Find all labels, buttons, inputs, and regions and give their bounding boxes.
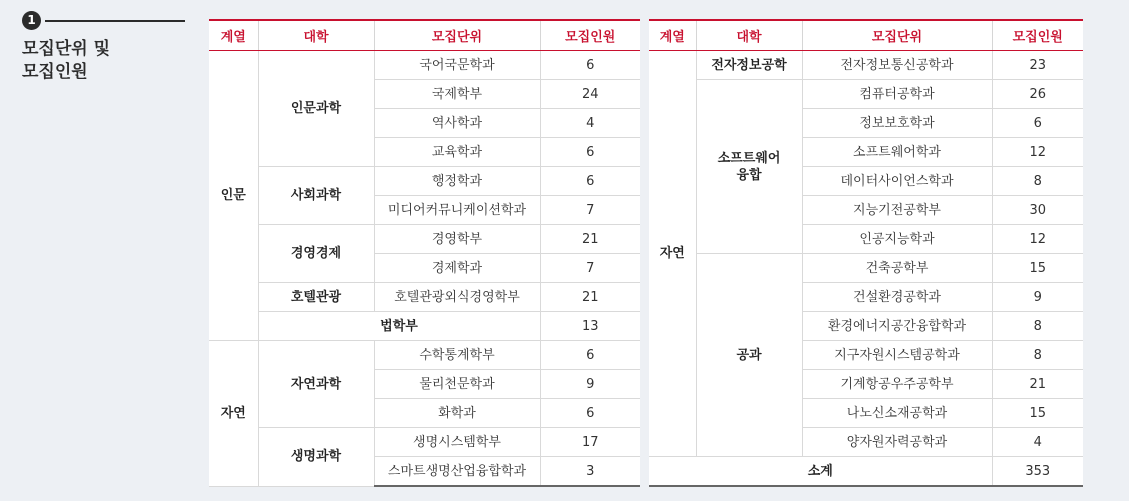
section-number-badge: 1 (22, 11, 41, 30)
table-row (209, 428, 640, 457)
unit-cell: 정보보호학과 (802, 109, 992, 138)
count-cell: 9 (992, 283, 1083, 312)
unit-cell: 화학과 (374, 399, 540, 428)
table-row (209, 283, 640, 312)
unit-cell: 생명시스템학부 (374, 428, 540, 457)
col-univ: 대학 (258, 20, 374, 51)
subtotal-row (649, 457, 1083, 487)
unit-cell: 경영학부 (374, 225, 540, 254)
unit-cell: 경제학과 (374, 254, 540, 283)
count-cell: 21 (540, 225, 640, 254)
unit-cell: 호텔관광외식경영학부 (374, 283, 540, 312)
unit-cell: 국제학부 (374, 80, 540, 109)
field-cell: 자연 (649, 51, 696, 457)
unit-cell: 환경에너지공간융합학과 (802, 312, 992, 341)
field-cell: 인문 (209, 51, 258, 341)
unit-cell: 건축공학부 (802, 254, 992, 283)
count-cell: 3 (540, 457, 640, 487)
count-cell: 7 (540, 196, 640, 225)
col-field: 계열 (649, 20, 696, 51)
count-cell: 6 (540, 399, 640, 428)
header-rule (45, 20, 185, 22)
unit-cell: 지구자원시스템공학과 (802, 341, 992, 370)
table-header-row (209, 20, 640, 51)
table-row (209, 341, 640, 370)
field-cell: 자연 (209, 341, 258, 487)
college-cell (696, 80, 802, 254)
count-cell: 6 (540, 341, 640, 370)
count-cell: 8 (992, 341, 1083, 370)
unit-cell: 컴퓨터공학과 (802, 80, 992, 109)
count-cell: 6 (540, 51, 640, 80)
count-cell: 4 (540, 109, 640, 138)
count-cell: 13 (540, 312, 640, 341)
college-cell: 자연과학 (258, 341, 374, 428)
unit-cell: 지능기전공학부 (802, 196, 992, 225)
college-cell: 공과 (696, 254, 802, 457)
unit-cell: 양자원자력공학과 (802, 428, 992, 457)
college-cell: 사회과학 (258, 167, 374, 225)
table-header-row (649, 20, 1083, 51)
unit-cell: 인공지능학과 (802, 225, 992, 254)
section-header (22, 10, 192, 84)
college-cell: 인문과학 (258, 51, 374, 167)
unit-cell: 미디어커뮤니케이션학과 (374, 196, 540, 225)
college-cell: 경영경제 (258, 225, 374, 283)
col-unit: 모집단위 (374, 20, 540, 51)
table-row (209, 51, 640, 80)
admission-table-right (649, 19, 1083, 487)
count-cell: 15 (992, 254, 1083, 283)
count-cell: 15 (992, 399, 1083, 428)
college-cell: 호텔관광 (258, 283, 374, 312)
count-cell: 8 (992, 312, 1083, 341)
col-field: 계열 (209, 20, 258, 51)
college-label-line1: 소프트웨어 (717, 150, 781, 166)
unit-cell: 기계항공우주공학부 (802, 370, 992, 399)
unit-cell: 건설환경공학과 (802, 283, 992, 312)
unit-cell: 소프트웨어학과 (802, 138, 992, 167)
col-count: 모집인원 (992, 20, 1083, 51)
count-cell: 8 (992, 167, 1083, 196)
unit-cell: 전자정보통신공학과 (802, 51, 992, 80)
unit-cell: 물리천문학과 (374, 370, 540, 399)
unit-cell: 국어국문학과 (374, 51, 540, 80)
unit-cell: 스마트생명산업융합학과 (374, 457, 540, 487)
count-cell: 21 (992, 370, 1083, 399)
college-label-line2: 융합 (736, 167, 762, 183)
table-row (649, 80, 1083, 109)
table-row (649, 254, 1083, 283)
table-row (209, 225, 640, 254)
unit-cell: 수학통계학부 (374, 341, 540, 370)
unit-cell: 행정학과 (374, 167, 540, 196)
section-title (22, 38, 152, 84)
count-cell: 24 (540, 80, 640, 109)
section-title-line2: 모집인원 (22, 62, 88, 82)
table-row (209, 167, 640, 196)
count-cell: 6 (992, 109, 1083, 138)
col-count: 모집인원 (540, 20, 640, 51)
table-row (649, 51, 1083, 80)
subtotal-label: 소계 (649, 457, 992, 487)
count-cell: 6 (540, 138, 640, 167)
unit-cell: 데이터사이언스학과 (802, 167, 992, 196)
count-cell: 7 (540, 254, 640, 283)
table-row (209, 312, 640, 341)
unit-cell: 교육학과 (374, 138, 540, 167)
count-cell: 12 (992, 138, 1083, 167)
count-cell: 17 (540, 428, 640, 457)
count-cell: 23 (992, 51, 1083, 80)
count-cell: 12 (992, 225, 1083, 254)
admission-table-left (209, 19, 640, 487)
count-cell: 26 (992, 80, 1083, 109)
count-cell: 6 (540, 167, 640, 196)
unit-cell: 역사학과 (374, 109, 540, 138)
unit-cell: 나노신소재공학과 (802, 399, 992, 428)
college-cell: 생명과학 (258, 428, 374, 487)
subtotal-value: 353 (992, 457, 1083, 487)
college-cell: 법학부 (258, 312, 540, 341)
count-cell: 30 (992, 196, 1083, 225)
section-title-line1: 모집단위 및 (22, 39, 111, 59)
count-cell: 21 (540, 283, 640, 312)
count-cell: 9 (540, 370, 640, 399)
col-unit: 모집단위 (802, 20, 992, 51)
col-univ: 대학 (696, 20, 802, 51)
college-cell: 전자정보공학 (696, 51, 802, 80)
section-number-row (22, 10, 192, 30)
count-cell: 4 (992, 428, 1083, 457)
